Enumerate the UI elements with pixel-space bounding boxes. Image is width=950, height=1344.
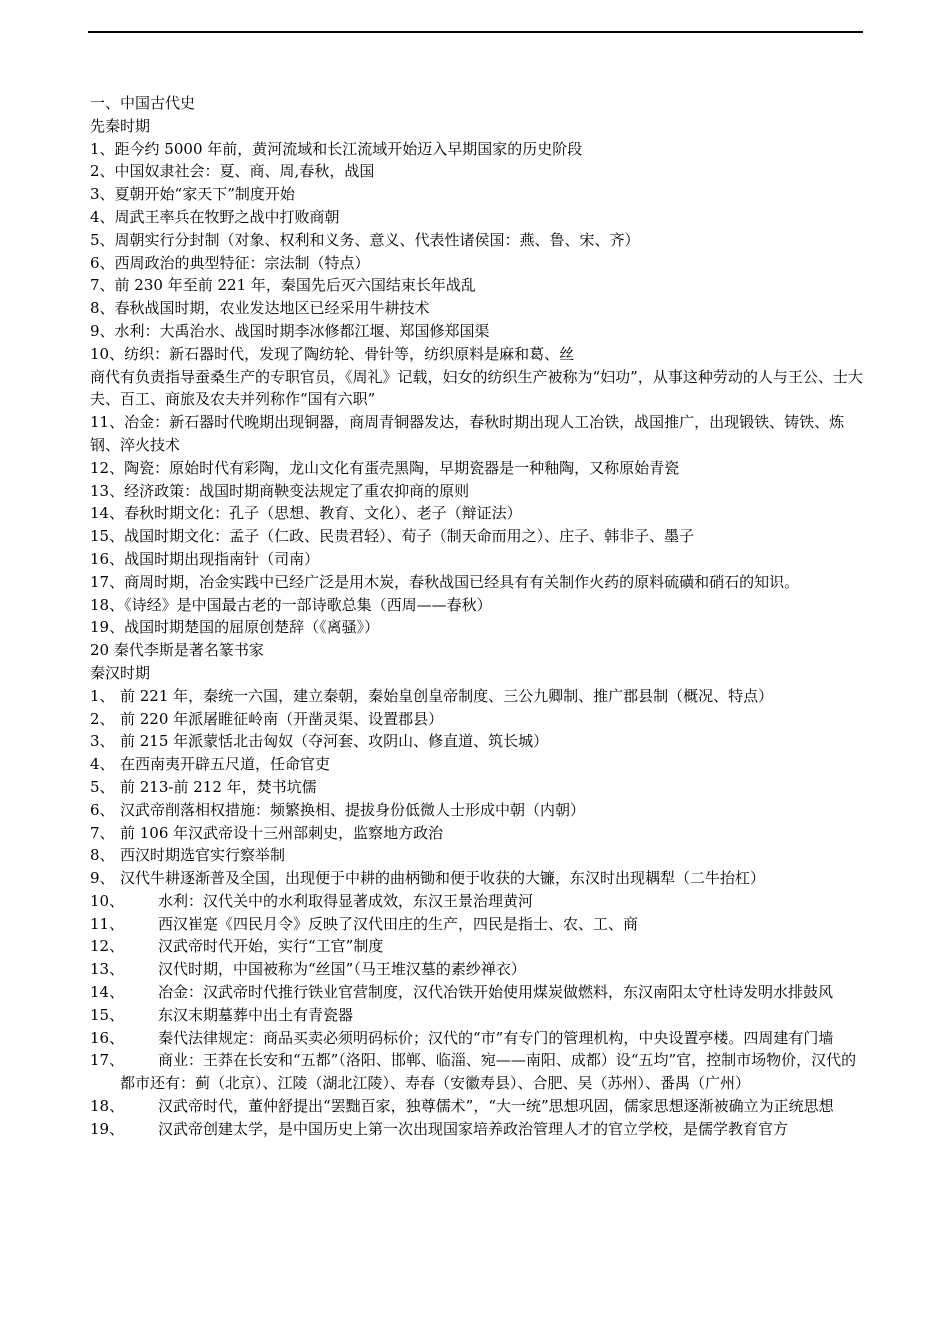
item-number: 9、	[90, 869, 115, 888]
item-number: 14、	[90, 983, 125, 1002]
list-item	[90, 1095, 865, 1118]
item-number: 16、	[90, 1028, 125, 1047]
list-item: 20 秦代李斯是著名篆书家	[90, 641, 264, 660]
list-item	[90, 822, 865, 845]
list-item: 12、陶瓷：原始时代有彩陶，龙山文化有蛋壳黑陶，早期瓷器是一种釉陶，又称原始青瓷	[90, 458, 680, 477]
list-item	[90, 1004, 865, 1027]
item-number: 4、	[90, 755, 115, 774]
list-item	[90, 753, 865, 776]
item-text: 汉代时期，中国被称为“丝国”（马王堆汉墓的素纱禅衣）	[158, 960, 526, 979]
qin-han-heading: 秦汉时期	[90, 663, 151, 682]
item-number: 2、	[90, 709, 115, 728]
list-item: 4、周武王率兵在牧野之战中打败商朝	[90, 207, 340, 226]
list-item: 商代有负责指导蚕桑生产的专职官员，《周礼》记载，妇女的纺织生产被称为“妇功”，从事这种劳动的人与王公、士大夫、百工、商旅及农夫并列称作“国有六职”	[90, 367, 863, 409]
item-number: 6、	[90, 800, 115, 819]
header-rule	[88, 31, 863, 33]
pre-qin-heading: 先秦时期	[90, 116, 151, 135]
list-item: 18、《诗经》是中国最古老的一部诗歌总集（西周——春秋）	[90, 595, 492, 614]
item-number: 12、	[90, 937, 125, 956]
list-item	[90, 890, 865, 913]
item-text: 前 215 年派蒙恬北击匈奴（夺河套、攻阴山、修直道、筑长城）	[120, 732, 549, 751]
item-text: 水利：汉代关中的水利取得显著成效，东汉王景治理黄河	[158, 891, 534, 910]
item-number: 1、	[90, 686, 115, 705]
list-item: 5、周朝实行分封制（对象、权利和义务、意义、代表性诸侯国：燕、鲁、宋、齐）	[90, 230, 640, 249]
list-item	[90, 730, 865, 753]
item-number: 8、	[90, 846, 115, 865]
item-number: 5、	[90, 777, 115, 796]
list-item: 14、春秋时期文化：孔子（思想、教育、文化）、老子（辩证法）	[90, 504, 522, 523]
list-item	[90, 913, 865, 936]
list-item	[90, 935, 865, 958]
item-number: 18、	[90, 1097, 125, 1116]
list-item	[90, 958, 865, 981]
item-text: 前 106 年汉武帝设十三州部刺史，监察地方政治	[120, 823, 444, 842]
list-item	[90, 799, 865, 822]
list-item: 8、春秋战国时期，农业发达地区已经采用牛耕技术	[90, 299, 430, 318]
list-item: 13、经济政策：战国时期商鞅变法规定了重农抑商的原则	[90, 481, 470, 500]
document-body	[90, 92, 865, 1141]
list-item: 17、商周时期，冶金实践中已经广泛是用木炭，春秋战国已经具有有关制作火药的原料硫磺和硝石的知识。	[90, 572, 800, 591]
item-text: 东汉末期墓葬中出土有青瓷器	[158, 1005, 354, 1024]
pre-qin-list	[90, 138, 865, 662]
item-text: 西汉时期选官实行察举制	[120, 846, 286, 865]
list-item	[90, 776, 865, 799]
list-item: 1、距今约 5000 年前，黄河流域和长江流域开始迈入早期国家的历史阶段	[90, 139, 583, 158]
list-item	[90, 708, 865, 731]
item-text: 秦代法律规定：商品买卖必须明码标价；汉代的“市”有专门的管理机构，中央设置亭楼。四周建有门墙	[158, 1028, 834, 1047]
list-item: 9、水利：大禹治水、战国时期李冰修都江堰、郑国修郑国渠	[90, 321, 490, 340]
item-text: 前 220 年派屠睢征岭南（开凿灵渠、设置郡县）	[120, 709, 444, 728]
item-text: 汉武帝时代，董仲舒提出“罢黜百家，独尊儒术”，“大一统”思想巩固，儒家思想逐渐被确立为正统思想	[158, 1097, 834, 1116]
item-text: 汉武帝创建太学，是中国历史上第一次出现国家培养政治管理人才的官立学校，是儒学教育官方	[158, 1119, 789, 1138]
item-number: 19、	[90, 1119, 125, 1138]
item-number: 10、	[90, 891, 125, 910]
item-number: 7、	[90, 823, 115, 842]
item-text: 前 213-前 212 年，焚书坑儒	[120, 777, 317, 796]
list-item: 3、夏朝开始“家天下”制度开始	[90, 185, 295, 204]
list-item	[90, 1118, 865, 1141]
item-text: 西汉崔寔《四民月令》反映了汉代田庄的生产，四民是指士、农、工、商	[158, 914, 639, 933]
item-text: 汉武帝时代开始，实行“工官”制度	[158, 937, 384, 956]
item-text: 商业：王莽在长安和“五都”（洛阳、邯郸、临淄、宛——南阳、成都）设“五均”官，控制市场物价，汉代的都市还有：蓟（北京）、江陵（湖北江陵）、寿春（安徽寿县）、合肥、吴（苏州）、番禺（广州）	[120, 1051, 857, 1093]
list-item	[90, 1027, 865, 1050]
list-item: 6、西周政治的典型特征：宗法制（特点）	[90, 253, 370, 272]
list-item	[90, 685, 865, 708]
item-number: 3、	[90, 732, 115, 751]
list-item: 16、战国时期出现指南针（司南）	[90, 549, 320, 568]
list-item: 11、冶金：新石器时代晚期出现铜器，商周青铜器发达，春秋时期出现人工冶铁，战国推广，出现锻铁、铸铁、炼钢、淬火技术	[90, 413, 845, 454]
list-item: 10、纺织：新石器时代，发现了陶纺轮、骨针等，纺织原料是麻和葛、丝	[90, 344, 575, 363]
list-item	[90, 981, 865, 1004]
item-number: 13、	[90, 960, 125, 979]
item-number: 15、	[90, 1005, 125, 1024]
item-text: 汉代牛耕逐渐普及全国，出现便于中耕的曲柄锄和便于收获的大镰，东汉时出现耦犁（二牛抬杠）	[120, 869, 766, 888]
list-item	[90, 867, 865, 890]
list-item: 7、前 230 年至前 221 年，秦国先后灭六国结束长年战乱	[90, 276, 476, 295]
item-text: 前 221 年，秦统一六国，建立秦朝，秦始皇创皇帝制度、三公九卿制、推广郡县制（概况、特点）	[120, 686, 774, 705]
list-item	[90, 1049, 865, 1095]
qin-han-list	[90, 685, 865, 1141]
list-item: 2、中国奴隶社会：夏、商、周,春秋，战国	[90, 162, 375, 181]
list-item	[90, 844, 865, 867]
item-text: 汉武帝削落相权措施：频繁换相、提拔身份低微人士形成中朝（内朝）	[120, 800, 586, 819]
item-number: 11、	[90, 914, 125, 933]
section-title: 一、中国古代史	[90, 94, 196, 112]
list-item: 15、战国时期文化：孟子（仁政、民贵君轻）、荀子（制天命而用之）、庄子、韩非子、墨子	[90, 527, 695, 546]
list-item: 19、战国时期楚国的屈原创楚辞（《离骚》）	[90, 618, 380, 637]
item-number: 17、	[90, 1051, 125, 1070]
item-text: 在西南夷开辟五尺道，任命官吏	[120, 755, 331, 774]
item-text: 冶金：汉武帝时代推行铁业官营制度，汉代冶铁开始使用煤炭做燃料，东汉南阳太守杜诗发明水排鼓风	[158, 983, 834, 1002]
